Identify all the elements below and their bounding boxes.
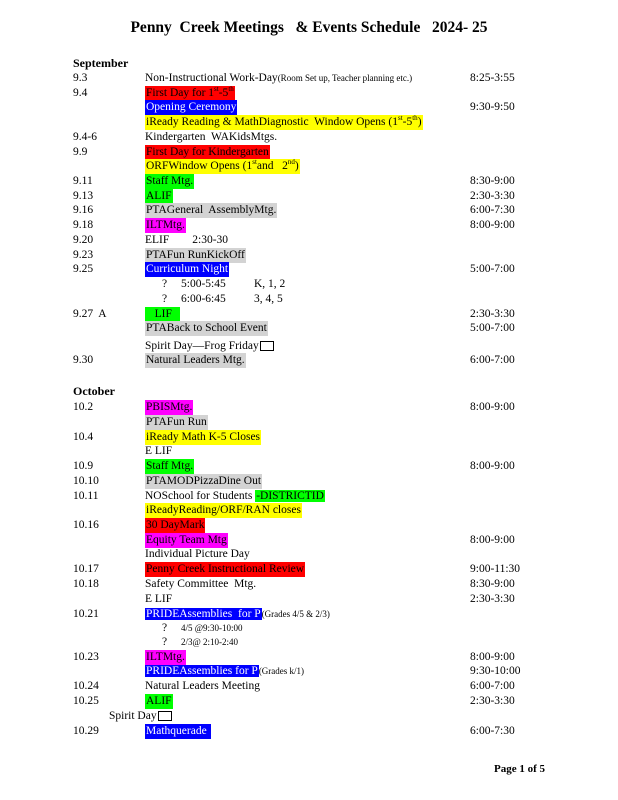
schedule-row (0, 415, 618, 430)
schedule-row (0, 694, 618, 709)
event: PTABack to School Event (146, 322, 267, 334)
time: 2:30-3:30 (470, 593, 515, 605)
schedule-row (0, 489, 618, 504)
placeholder-box-icon (260, 341, 274, 351)
time: 8:00-9:00 (470, 401, 515, 413)
date: 9.27 A (73, 308, 107, 320)
event: iReady Math K-5 Closes (146, 431, 261, 443)
schedule-row (0, 203, 618, 218)
schedule-row (0, 262, 618, 277)
date: 10.11 (73, 490, 99, 502)
schedule-row (0, 189, 618, 204)
event: Natural Leaders Meeting (145, 680, 260, 692)
time: 8:00-9:00 (470, 219, 515, 231)
event: PTAGeneral AssemblyMtg. (146, 204, 277, 216)
schedule-row (0, 679, 618, 694)
schedule-row (0, 159, 618, 174)
event: Natural Leaders Mtg. (146, 354, 245, 366)
schedule-row (0, 592, 618, 607)
event: E LIF (145, 445, 173, 457)
schedule-row (0, 650, 618, 665)
bullet: ? (162, 622, 168, 634)
date: 10.4 (73, 431, 94, 443)
date: 9.25 (73, 263, 94, 275)
schedule-row (0, 145, 618, 160)
date: 9.18 (73, 219, 94, 231)
section-heading-october: October (73, 384, 115, 398)
event: ALIF (146, 695, 172, 707)
event: Staff Mtg. (146, 175, 194, 187)
event: Staff Mtg. (146, 460, 194, 472)
time: 6:00-7:30 (470, 204, 515, 216)
sub-time: 5:00-5:45 (181, 278, 226, 290)
bullet: ? (162, 293, 168, 305)
sub-time: 2/3@ 2:10-2:40 (181, 637, 239, 647)
time: 2:30-3:30 (470, 695, 515, 707)
sub-row (0, 277, 618, 292)
time: 2:30-3:30 (470, 308, 515, 320)
event: Penny Creek Instructional Review (146, 563, 305, 575)
sub-time: 4/5 @9:30-10:00 (181, 623, 243, 633)
date: 9.30 (73, 354, 94, 366)
date: 9.23 (73, 249, 94, 261)
schedule-row (0, 562, 618, 577)
time: 6:00-7:00 (470, 354, 515, 366)
schedule-row (0, 71, 618, 86)
sub-time: 6:00-6:45 (181, 293, 226, 305)
schedule-row (0, 503, 618, 518)
date: 10.18 (73, 578, 99, 590)
sub-row (0, 292, 618, 307)
date: 10.2 (73, 401, 94, 413)
event: Spirit Day—Frog Friday (145, 339, 274, 354)
event: Curriculum Night (146, 263, 229, 275)
event: PRIDEAssemblies for P(Grades 4/5 & 2/3) (146, 608, 330, 620)
schedule-row (0, 174, 618, 189)
sub-row (0, 621, 618, 636)
time: 8:30-9:00 (470, 578, 515, 590)
schedule-row (0, 533, 618, 548)
schedule-row (0, 547, 618, 562)
event: ORFWindow Opens (1stand 2nd) (146, 158, 299, 172)
event: PRIDEAssemblies for P(Grades k/1) (146, 665, 305, 677)
schedule-row (0, 577, 618, 592)
schedule-row (0, 218, 618, 233)
time: 9:30-10:00 (470, 665, 521, 677)
bullet: ? (162, 278, 168, 290)
event: ILTMtg. (146, 219, 185, 231)
event: Opening Ceremony (146, 101, 237, 113)
schedule-row (0, 100, 618, 115)
time: 8:00-9:00 (470, 651, 515, 663)
schedule-row (0, 444, 618, 459)
date: 10.17 (73, 563, 99, 575)
schedule-row (0, 353, 618, 368)
date: 10.10 (73, 475, 99, 487)
schedule-row (0, 115, 618, 130)
date: 9.3 (73, 72, 88, 84)
event: LIF (145, 307, 180, 322)
event: PTAMODPizzaDine Out (146, 475, 262, 487)
bullet: ? (162, 636, 168, 648)
schedule-row (0, 339, 618, 354)
date: 10.21 (73, 608, 99, 620)
time: 8:00-9:00 (470, 460, 515, 472)
schedule-row (0, 130, 618, 145)
date: 9.13 (73, 190, 94, 202)
placeholder-box-icon (158, 711, 172, 721)
schedule-row (0, 459, 618, 474)
event: 30 DayMark (146, 519, 205, 531)
schedule-row (0, 321, 618, 336)
event: PBISMtg. (146, 401, 193, 413)
sub-row (0, 635, 618, 650)
page-title: Penny Creek Meetings & Events Schedule 2024- 25 (130, 19, 488, 36)
page-number: Page 1 of 5 (494, 763, 546, 775)
date: 10.16 (73, 519, 99, 531)
schedule-row (0, 248, 618, 263)
event: E LIF (145, 593, 173, 605)
time: 6:00-7:00 (470, 680, 515, 692)
event: Mathquerade (146, 725, 210, 737)
date: 10.29 (73, 725, 99, 737)
date: 9.4 (73, 87, 88, 99)
event: ILTMtg. (146, 651, 185, 663)
event: Spirit Day (109, 709, 172, 724)
time: 9:00-11:30 (470, 563, 521, 575)
sub-grades: 3, 4, 5 (254, 293, 283, 305)
sub-grades: K, 1, 2 (254, 278, 286, 290)
date: 9.4-6 (73, 131, 97, 143)
event: First Day for 1st-5th (146, 85, 234, 99)
event: Safety Committee Mtg. (145, 578, 257, 590)
schedule-row (0, 518, 618, 533)
time: 6:00-7:30 (470, 725, 515, 737)
event: iReadyReading/ORF/RAN closes (146, 504, 301, 516)
event: NOSchool for Students -DISTRICTID (145, 490, 324, 502)
schedule-row (0, 664, 618, 679)
schedule-row (0, 709, 618, 724)
event: iReady Reading & MathDiagnostic Window Opens (1st-5th) (146, 114, 422, 128)
time: 2:30-3:30 (470, 190, 515, 202)
schedule-row (0, 724, 618, 739)
date: 10.25 (73, 695, 99, 707)
section-heading-september: September (73, 56, 129, 70)
date: 9.11 (73, 175, 93, 187)
date: 9.16 (73, 204, 94, 216)
event: PTAFun RunKickOff (146, 249, 245, 261)
time: 5:00-7:00 (470, 263, 515, 275)
date: 9.20 (73, 234, 94, 246)
event: Individual Picture Day (145, 548, 250, 560)
event: PTAFun Run (146, 416, 207, 428)
event: First Day for Kindergarten (146, 146, 269, 158)
date: 10.24 (73, 680, 99, 692)
event: Equity Team Mtg (146, 534, 227, 546)
date: 9.9 (73, 146, 88, 158)
date: 10.9 (73, 460, 94, 472)
schedule-row (0, 86, 618, 101)
schedule-row (0, 430, 618, 445)
event: Kindergarten WAKidsMtgs. (145, 131, 278, 143)
schedule-row (0, 607, 618, 622)
time: 8:25-3:55 (470, 72, 515, 84)
time: 5:00-7:00 (470, 322, 515, 334)
schedule-row (0, 307, 618, 322)
time: 9:30-9:50 (470, 101, 515, 113)
time: 8:30-9:00 (470, 175, 515, 187)
event: Non-Instructional Work-Day(Room Set up, Teacher planning etc.) (145, 72, 413, 84)
event: ELIF 2:30-30 (145, 234, 229, 246)
schedule-row (0, 400, 618, 415)
schedule-row (0, 474, 618, 489)
schedule-row (0, 233, 618, 248)
date: 10.23 (73, 651, 99, 663)
time: 8:00-9:00 (470, 534, 515, 546)
event: ALIF (146, 190, 172, 202)
